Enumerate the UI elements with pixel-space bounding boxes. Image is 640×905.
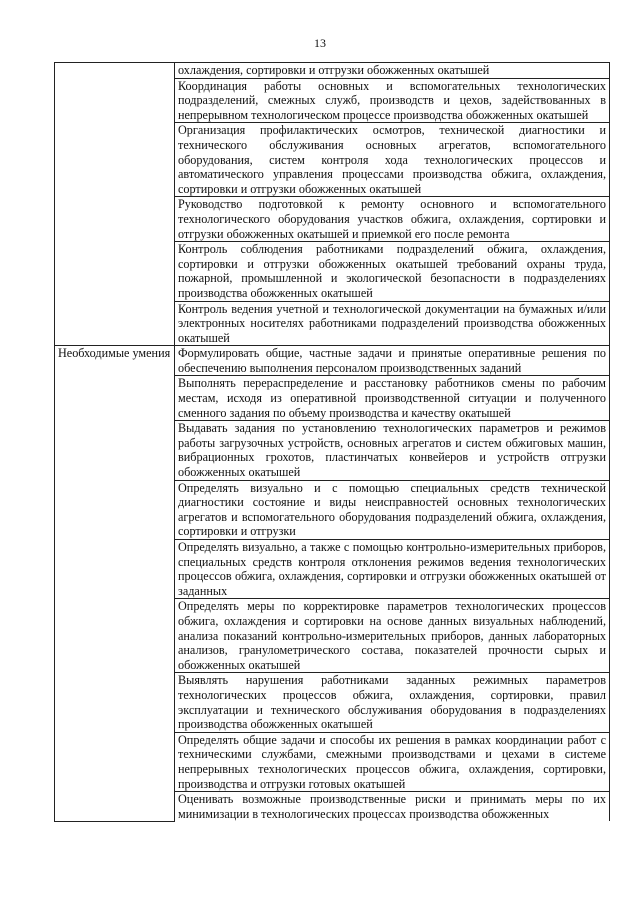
table-cell: Определять визуально, а также с помощью контрольно-измерительных приборов, специальных средств контроля отклонения режимов ведения технологических процессов обжига, охлаждения, сортировки и отгрузки обожженных окатышей от заданных [175, 540, 610, 599]
empty-label-cell [55, 63, 175, 346]
table-cell: Определять общие задачи и способы их решения в рамках координации работ с техническими службами, смежными производствами и цехами в системе непрерывных технологических процессов обжига, охлаждения, сортировки, производства и отгрузки готовых окатышей [175, 732, 610, 791]
table-cell: Координация работы основных и вспомогательных технологических подразделений, смежных служб, производств и цехов, задействованных в непрерывном технологическом процессе производства обожженных окатышей [175, 78, 610, 123]
table-cell: Определять визуально и с помощью специальных средств технической диагностики состояние и виды неисправностей основных технологических агрегатов и вспомогательного оборудования подразделений обжига, охлаждения, сортировки и отгрузки [175, 480, 610, 539]
table-cell: охлаждения, сортировки и отгрузки обожженных окатышей [175, 63, 610, 79]
table-cell: Выдавать задания по установлению технологических параметров и режимов работы загрузочных устройств, основных агрегатов и систем обжиговых машин, вибрационных грохотов, пластинчатых конвейеров и устройств отгрузки обожженных окатышей [175, 421, 610, 480]
skills-label: Необходимые умения [55, 346, 175, 822]
table-row [55, 63, 610, 79]
table-cell: Определять меры по корректировке параметров технологических процессов обжига, охлаждения и сортировки на основе данных визуальных наблюдений, анализа показаний контрольно-измерительных приборов, данных лабораторных анализов, гранулометрического состава, показателей прочности сырых и обожженных окатышей [175, 599, 610, 673]
competency-table [54, 62, 610, 822]
table-cell: Формулировать общие, частные задачи и принятые оперативные решения по обеспечению выполнения персоналом производственных заданий [175, 346, 610, 376]
table-cell: Организация профилактических осмотров, технической диагностики и технического обслуживания основных агрегатов, вспомогательного оборудования, систем контроля хода технологических процессов и автоматического управления процессами производства обжига, охлаждения, сортировки и отгрузки обожженных окатышей [175, 123, 610, 197]
table-cell: Выполнять перераспределение и расстановку работников смены по рабочим местам, исходя из оперативной производственной ситуации и полученного сменного задания по объему производства и качеству окатышей [175, 376, 610, 421]
table-row [55, 346, 610, 376]
table-cell: Выявлять нарушения работниками заданных режимных параметров технологических процессов обжига, охлаждения, сортировки, правил эксплуатации и технического обслуживания оборудования в подразделениях производства обожженных окатышей [175, 673, 610, 732]
table-cell: Контроль ведения учетной и технологической документации на бумажных и/или электронных носителях работниками подразделений производства обожженных окатышей [175, 301, 610, 346]
page-number: 13 [314, 36, 326, 50]
table-cell: Контроль соблюдения работниками подразделений обжига, охлаждения, сортировки и отгрузки обожженных окатышей требований охраны труда, пожарной, промышленной и экологической безопасности в подразделениях производства обожженных окатышей [175, 242, 610, 301]
table-cell: Оценивать возможные производственные риски и принимать меры по их минимизации в технологических процессах производства обожженных [175, 792, 610, 822]
table-cell: Руководство подготовкой к ремонту основного и вспомогательного технологического оборудования участков обжига, охлаждения, сортировки и отгрузки обожженных окатышей и приемкой его после ремонта [175, 197, 610, 242]
